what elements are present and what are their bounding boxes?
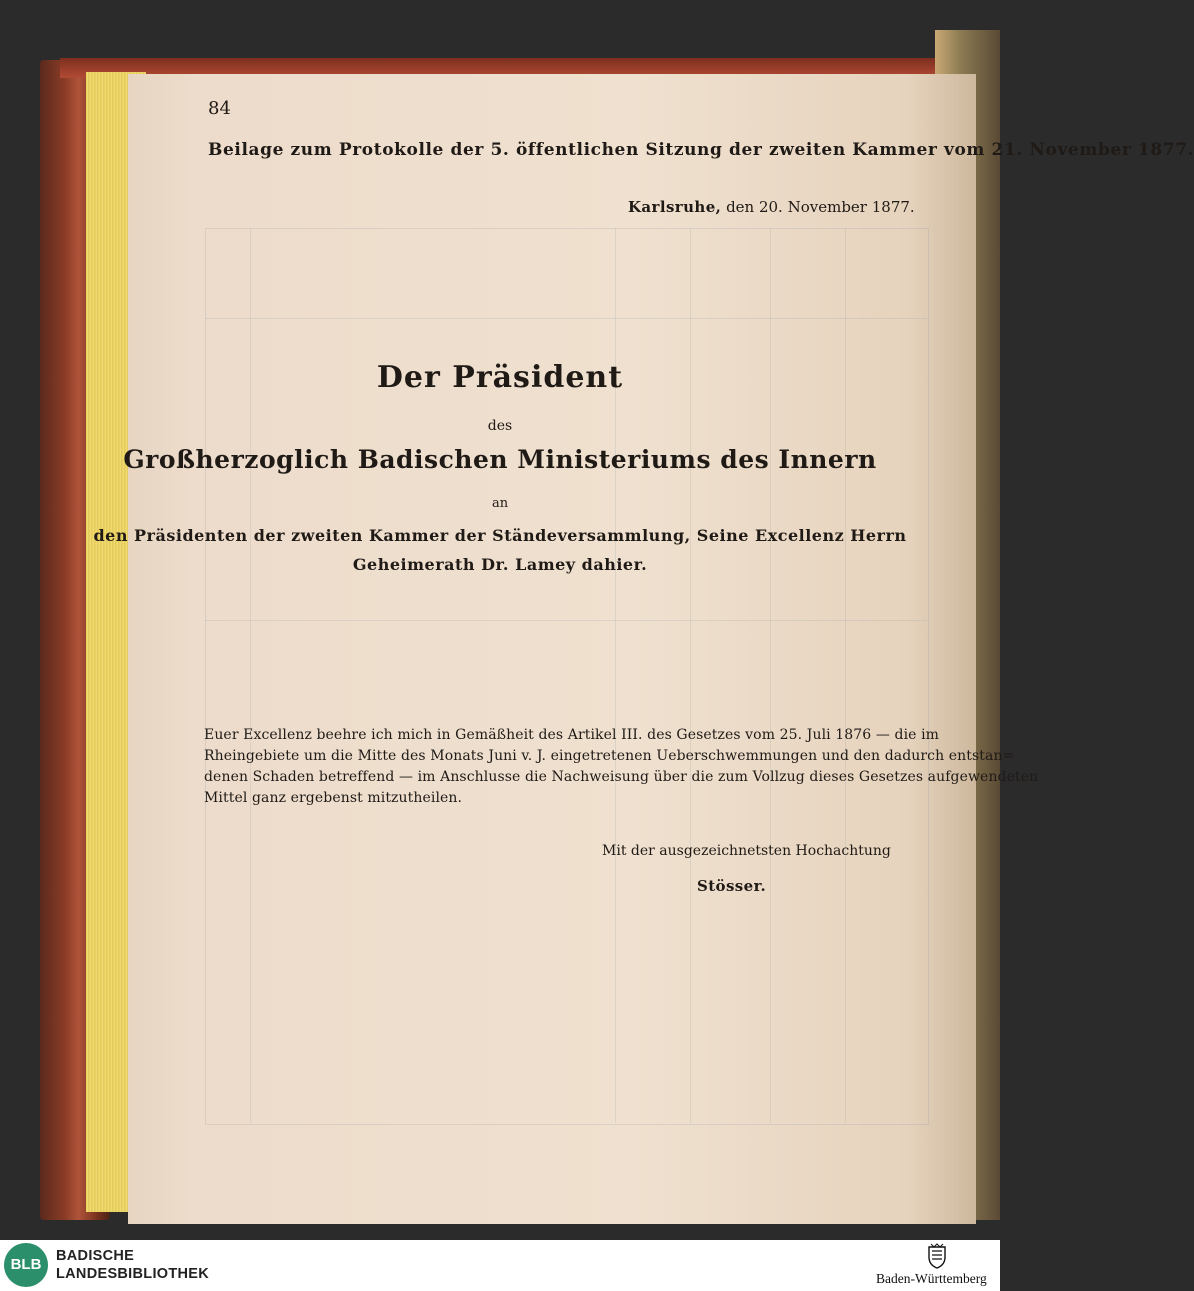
addressee-line-1: den Präsidenten der zweiten Kammer der Ständeversammlung, Seine Excellenz Herrn — [93, 526, 907, 545]
library-name-line-1: BADISCHE — [56, 1248, 135, 1264]
closing-formula: Mit der ausgezeichnetsten Hochachtung — [602, 843, 891, 859]
body-line: Mittel ganz ergebenst mitzutheilen. — [204, 790, 463, 806]
bleed-through-rule — [205, 620, 927, 621]
document-heading: Beilage zum Protokolle der 5. öffentlichen Sitzung der zweiten Kammer vom 21. November 1877. — [208, 140, 1194, 160]
blb-logo[interactable]: BLB — [4, 1243, 48, 1287]
bleed-through-rule — [205, 318, 927, 319]
connector-des: des — [487, 418, 513, 434]
connector-an: an — [491, 496, 509, 511]
letter-title: Der Präsident — [376, 360, 624, 395]
signature: Stösser. — [697, 877, 767, 895]
addressee-line-2: Geheimerath Dr. Lamey dahier. — [352, 555, 648, 574]
date: den 20. November 1877. — [721, 198, 915, 216]
body-line: Euer Excellenz beehre ich mich in Gemäßheit des Artikel III. des Gesetzes vom 25. Juli 1876 — die im — [204, 727, 940, 743]
ministry-name: Großherzoglich Badischen Ministeriums des Innern — [123, 445, 877, 474]
body-line: denen Schaden betreffend — im Anschlusse die Nachweisung über die zum Vollzug dieses Gesetzes aufgewendeten — [204, 769, 1039, 785]
body-line: Rheingebiete um die Mitte des Monats Juni v. J. eingetretenen Ueberschwemmungen und den dadurch entstan= — [204, 748, 1015, 764]
place-date-line — [628, 198, 915, 216]
library-name-line-2: LANDESBIBLIOTHEK — [56, 1266, 210, 1282]
state-name: Baden-Württemberg — [876, 1271, 987, 1286]
baden-wuerttemberg-crest-icon — [926, 1243, 948, 1269]
place: Karlsruhe, — [628, 198, 722, 216]
page-number: 84 — [208, 98, 231, 119]
viewer-footer — [0, 1240, 1000, 1291]
